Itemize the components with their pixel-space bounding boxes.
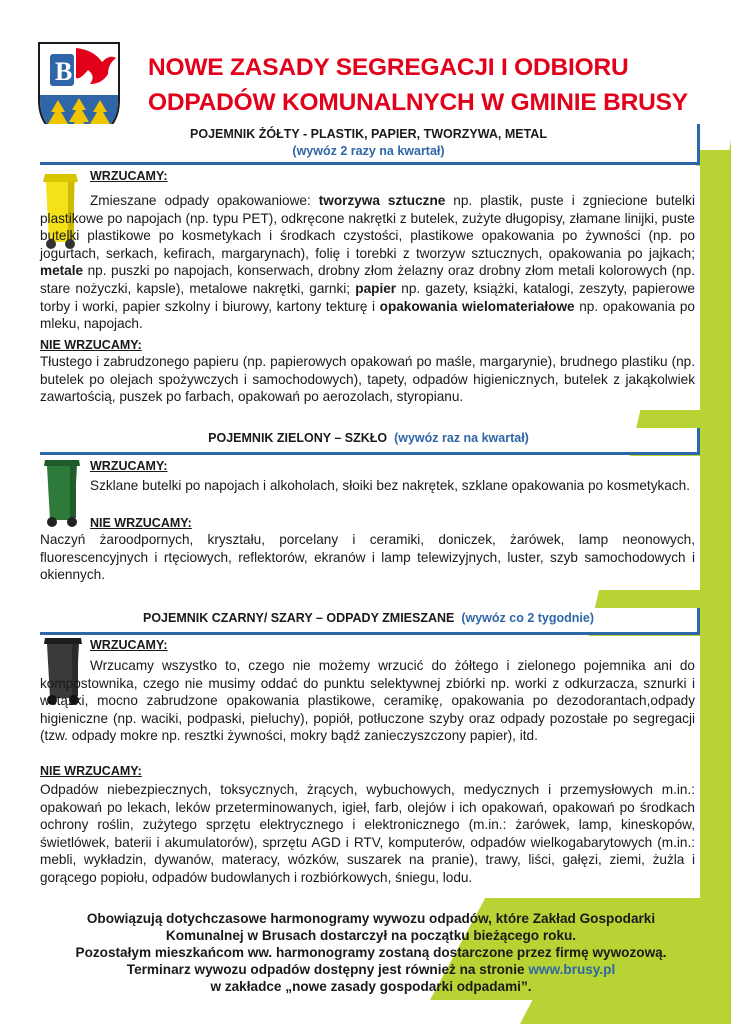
yellow-accept-label: WRZUCAMY: (90, 169, 168, 183)
green-accept-text: Szklane butelki po napojach i alkoholach, słoiki bez nakrętek, szklane opakowania po kosmetykach. (90, 478, 690, 493)
yellow-accept-t3: np. gazety, książki, katalogi, zeszyty, papierowe torby i worki, papier szkolny i biurowy, kartony tekturę i (40, 280, 695, 314)
green-schedule: (wywóz raz na kwartał) (394, 431, 529, 445)
footer-line-5: w zakładce „nowe zasady gospodarki odpadami”. (210, 979, 532, 994)
title-line-2: ODPADÓW KOMUNALNYCH W GMINIE BRUSY (148, 89, 688, 116)
footer-line-3: Pozostałym mieszkańcom ww. harmonogramy zostaną dostarczone przez firmę wywozową. (75, 945, 667, 960)
yellow-schedule: (wywóz 2 razy na kwartał) (292, 144, 445, 158)
green-bin-icon (42, 456, 82, 528)
title-line-1: NOWE ZASADY SEGREGACJI I ODBIORU (148, 54, 629, 81)
black-section-header (40, 608, 700, 635)
green-reject-text: Naczyń żaroodpornych, kryształu, porcelany i ceramiki, doniczek, żarówek, lamp neonowych, fluorescencyjnych i rtęciowych, reflektorów, ekranów i lamp telewizyjnych, luster, szyb samochodowych i okiennych. (40, 532, 695, 583)
green-accept-label: WRZUCAMY: (90, 459, 168, 473)
yellow-accept-b3: papier (355, 280, 397, 296)
black-accept-label: WRZUCAMY: (90, 638, 168, 652)
yellow-accept-t4: np. opakowania po mleku, napojach. (40, 298, 695, 332)
green-section-header (40, 428, 700, 455)
yellow-reject-label: NIE WRZUCAMY: (40, 338, 142, 352)
footer-line-2: Komunalnej w Brusach dostarczył na początku bieżącego roku. (165, 928, 577, 943)
yellow-header-text: POJEMNIK ŻÓŁTY - PLASTIK, PAPIER, TWORZYWA, METAL (190, 127, 547, 141)
footer-line-4 (26, 961, 716, 978)
footer-line-1: Obowiązują dotychczasowe harmonogramy wywozu odpadów, które Zakład Gospodarki (86, 911, 656, 926)
svg-text:B: B (55, 57, 73, 86)
black-header-text: POJEMNIK CZARNY/ SZARY – ODPADY ZMIESZANE (143, 611, 455, 625)
footer-notice (26, 910, 716, 995)
website-link[interactable]: www.brusy.pl (528, 962, 616, 977)
yellow-accept-b4: opakowania wielomateriałowe (379, 298, 575, 314)
black-accept-text: Wrzucamy wszystko to, czego nie możemy wrzucić do żółtego i zielonego pojemnika ani do kompostownika, czego nie musimy oddać do punktu selektywnej zbiórki np. worki z odkurzacza, sznurki i wstążki, mocno zabrudzone opakowania plastikowe, ceramikę, opakowania po dezodorantach,odpady higieniczne (np. waciki, podpaski, pieluchy), popiół, potłuczone szyby oraz odpady pozostałe po segregacji (tzw. odpady mokre np. resztki żywności, mokry bądź zanieczyszczony papier), itd. (40, 658, 695, 744)
black-schedule: (wywóz co 2 tygodnie) (461, 611, 594, 625)
footer-line-4-prefix: Terminarz wywozu odpadów dostępny jest również na stronie (126, 962, 529, 977)
yellow-accept-t1: np. plastik, puste i zgniecione butelki plastikowe po napojach (np. typu PET), odkręcone nakrętki z butelek, zużyte długopisy, złamane linijki, puste butelki plastikowe po kosmetykach i środkach czystości, plastikowe opakowania po żywności (np. po jogurtach, serkach, kefirach, margarynach), folię i torebki z tworzyw sztucznych, opakowania po jajkach; (40, 193, 695, 261)
yellow-accept-b1: tworzywa sztuczne (318, 193, 446, 208)
page-title (148, 50, 708, 120)
yellow-reject-text: Tłustego i zabrudzonego papieru (np. papierowych opakowań po maśle, margarynie), brudnego plastiku (np. butelek po olejach spożywczych i samochodowych), tapety, odpadów higienicznych, butelek z jakąkolwiek zawartością, puszek po farbach, opakowań po aerozolach, styropianu. (40, 354, 695, 405)
yellow-accept-text (40, 192, 695, 333)
black-reject-label: NIE WRZUCAMY: (40, 764, 142, 778)
yellow-accept-t2: np. puszki po napojach, konserwach, drobny złom żelazny oraz drobny złom metali kolorowych (np. stare nożyczki, kapsle), metalowe nakrętki, garnki; (40, 263, 695, 296)
green-reject-label: NIE WRZUCAMY: (90, 516, 192, 530)
yellow-accept-b2: metale (40, 263, 84, 279)
yellow-accept-intro: Zmieszane odpady opakowaniowe: (90, 193, 319, 208)
green-header-text: POJEMNIK ZIELONY – SZKŁO (208, 431, 388, 445)
yellow-section-header (40, 124, 700, 165)
black-reject-text: Odpadów niebezpiecznych, toksycznych, żrących, wybuchowych, medycznych i przemysłowych m.in.: opakowań po lekach, leków przeterminowanych, igieł, farb, olejów i ich opakowań, opakowań po środkach ochrony roślin, zużytego sprzętu elektrycznego i elektronicznego (m.in.: żarówek, lamp, kineskopów, świetlówek, baterii i akumulatorów), sprzętu AGD i RTV, komputerów, odpadów wielkogabarytowych (m.in.: mebli, wykładzin, dywanów, materacy, wózków, suszarek na pranie), trawy, liści, gałęzi, ziemi, żużla i gorącego popiołu, odpadów budowlanych i rozbiórkowych, śniegu, lodu. (40, 782, 695, 885)
